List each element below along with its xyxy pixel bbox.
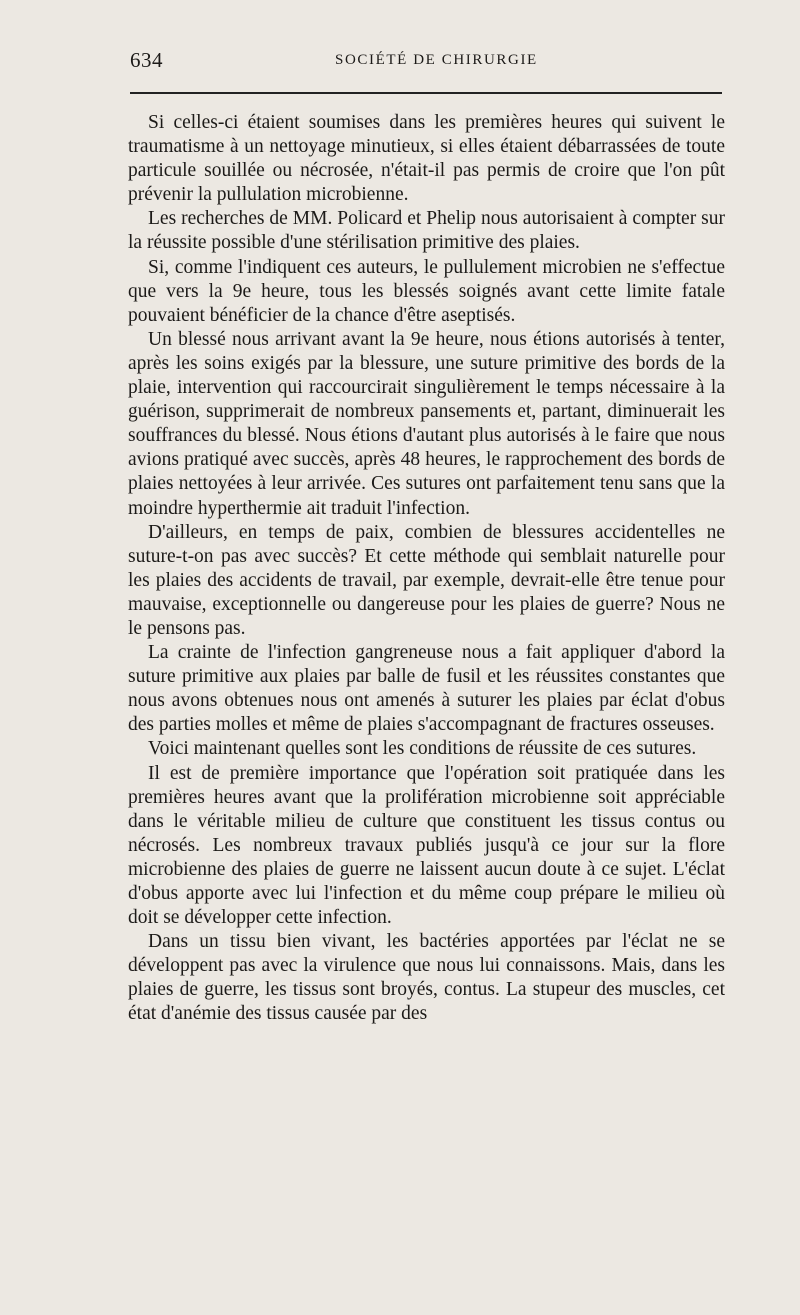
paragraph: La crainte de l'infection gangreneuse nous a fait appliquer d'abord la suture primitive aux plaies par balle de fusil et les réussites constantes que nous avons obtenues nous ont amenés à suturer les plaies par éclat d'obus des parties molles et même de plaies s'accompagnant de fractures osseuses. [128, 642, 725, 736]
page-number: 634 [130, 48, 163, 72]
header-rule [130, 92, 722, 94]
paragraph: Dans un tissu bien vivant, les bactéries apportées par l'éclat ne se développent pas avec la virulence que nous lui connaissons. Mais, dans les plaies de guerre, les tissus sont broyés, contus. La stupeur des muscles, cet état d'anémie des tissus causée par des [128, 931, 725, 1025]
paragraph: D'ailleurs, en temps de paix, combien de blessures accidentelles ne suture-t-on pas avec succès? Et cette méthode qui semblait naturelle pour les plaies des accidents de travail, par exemple, devrait-elle être tenue pour mauvaise, exceptionnelle ou dangereuse pour les plaies de guerre? Nous ne le pensons pas. [128, 521, 725, 639]
paragraph: Un blessé nous arrivant avant la 9e heure, nous étions autorisés à tenter, après les soins exigés par la blessure, une suture primitive des bords de la plaie, intervention qui raccourcirait singulièrement le temps nécessaire à la guérison, supprimerait de nombreux pansements et, partant, diminuerait les souffrances du blessé. Nous étions d'autant plus autorisés à le faire que nous avions pratiqué avec succès, après 48 heures, le rapprochement des bords de plaies nettoyées à leur arrivée. Ces sutures ont parfaitement tenu sans que la moindre hyperthermie ait traduit l'infection. [128, 328, 725, 519]
running-title: SOCIÉTÉ DE CHIRURGIE [335, 52, 538, 68]
paragraph: Si celles-ci étaient soumises dans les premières heures qui suivent le traumatisme à un nettoyage minutieux, si elles étaient débarrassées de toute particule souillée ou nécrosée, n'était-il pas permis de croire que l'on pût prévenir la pullulation microbienne. [128, 112, 725, 206]
paragraph: Si, comme l'indiquent ces auteurs, le pullulement microbien ne s'effectue que vers la 9e heure, tous les blessés soignés avant cette limite fatale pouvaient bénéficier de la chance d'être aseptisés. [128, 256, 725, 326]
paragraph: Voici maintenant quelles sont les conditions de réussite de ces sutures. [148, 738, 697, 760]
page-header [130, 48, 722, 78]
body-text [128, 111, 725, 1027]
paragraph: Les recherches de MM. Policard et Phelip nous autorisaient à compter sur la réussite possible d'une stérilisation primitive des plaies. [128, 208, 725, 254]
paragraph: Il est de première importance que l'opération soit pratiquée dans les premières heures avant que la prolifération microbienne soit appréciable dans le véritable milieu de culture que constituent les tissus contus ou nécrosés. Les nombreux travaux publiés jusqu'à ce jour sur la flore microbienne des plaies de guerre ne laissent aucun doute à ce sujet. L'éclat d'obus apporte avec lui l'infection et du même coup prépare le milieu où doit se développer cette infection. [128, 762, 725, 929]
